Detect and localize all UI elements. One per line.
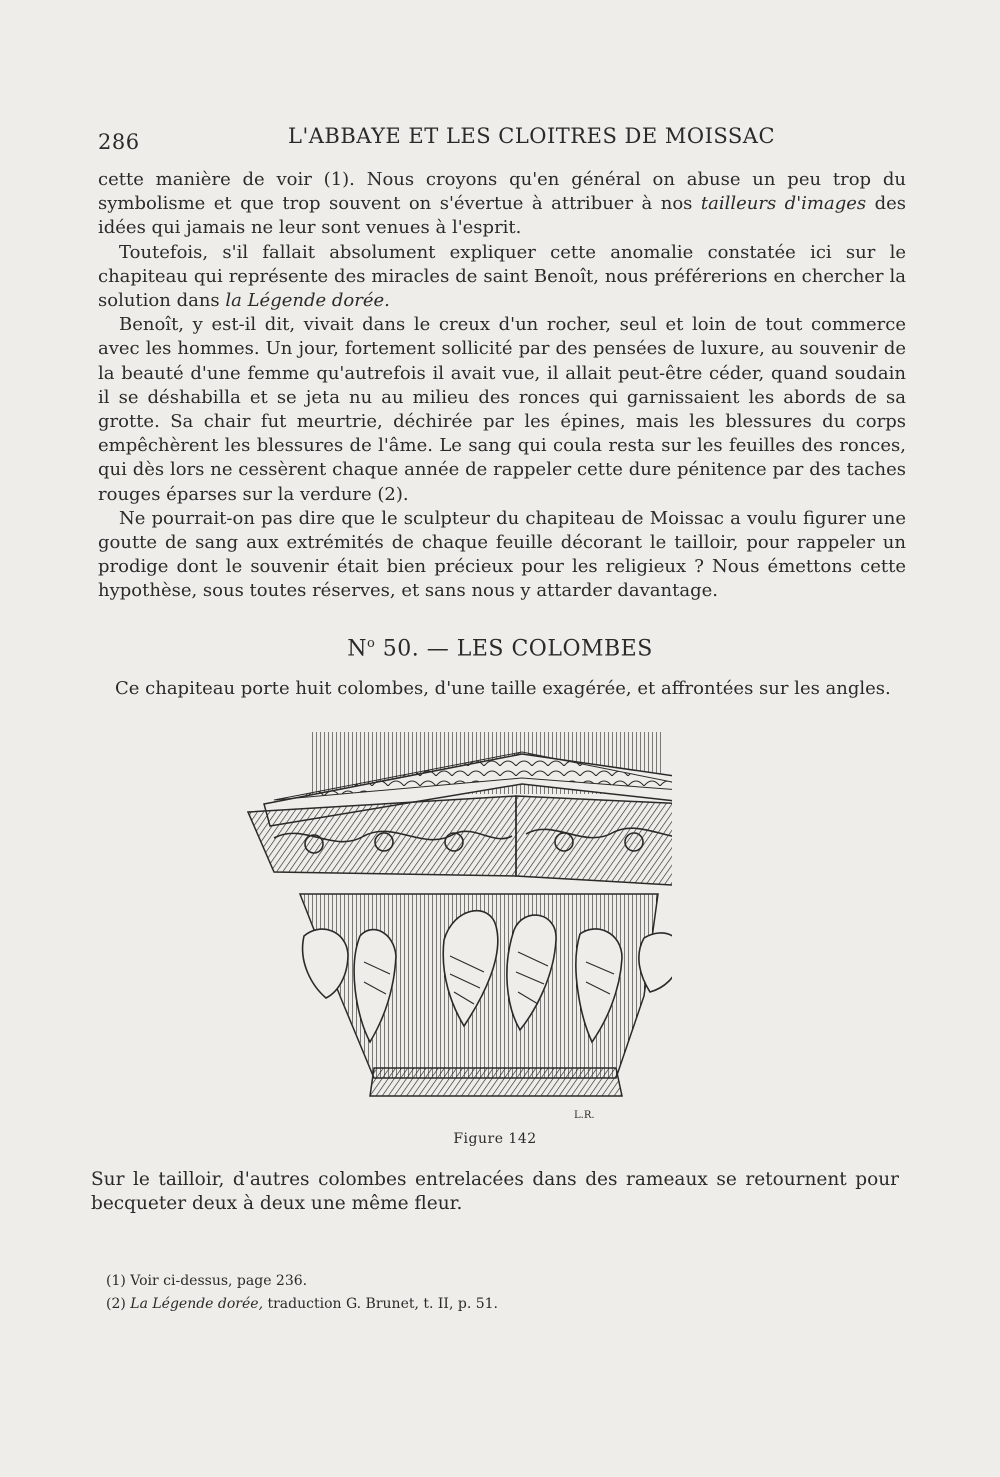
section-intro: Ce chapiteau porte huit colombes, d'une taille exagérée, et affrontées sur les angles. xyxy=(115,678,891,699)
section-number-sup: o xyxy=(366,636,376,651)
footnote-2-number: (2) xyxy=(106,1296,131,1312)
paragraph-4: Ne pourrait-on pas dire que le sculpteur du chapiteau de Moissac a voulu figurer une goutte de sang aux extrémités de chaque feuille décorant le tailloir, pour rappeler un prodige dont le souvenir était bien précieux pour les religieux ? Nous émettons cette hypothèse, sous toutes réserves, et sans nous y attarder davantage. xyxy=(98,507,906,602)
abacus-right-face xyxy=(516,796,672,888)
footnote-1: (1) Voir ci-dessus, page 236. xyxy=(106,1273,308,1289)
body-text xyxy=(98,168,906,604)
footnote-2-text: traduction G. Brunet, t. II, p. 51. xyxy=(263,1296,498,1312)
capital-astragal xyxy=(370,1068,622,1096)
paragraph-3: Benoît, y est-il dit, vivait dans le creux d'un rocher, seul et loin de tout commerce avec les hommes. Un jour, fortement sollicité par des pensées de luxure, au souvenir de la beauté d'une femme qu'autrefois il avait vue, il allait peut-être céder, quand soudain il se déshabilla et se jeta nu au milieu des ronces qui garnissaient les abords de sa grotte. Sa chair fut meurtrie, déchirée par les épines, mais les blessures du corps empêchèrent les blessures de l'âme. Le sang qui coula resta sur les feuilles des ronces, qui dès lors ne cessèrent chaque année de rappeler cette dure pénitence par des taches rouges éparses sur la verdure (2). xyxy=(98,314,906,505)
engraver-signature: L.R. xyxy=(574,1110,595,1121)
page-number: 286 xyxy=(98,130,140,154)
footnote-2-italic: La Légende dorée, xyxy=(130,1296,264,1312)
capital-illustration xyxy=(244,726,672,1126)
page-header xyxy=(98,124,910,158)
capital-engraving xyxy=(244,726,672,1126)
section-title xyxy=(0,636,1000,661)
running-title: L'ABBAYE ET LES CLOITRES DE MOISSAC xyxy=(288,124,776,148)
section-number-prefix: N xyxy=(347,636,367,662)
paragraph-2-italic: la Légende dorée. xyxy=(225,290,390,312)
footnotes xyxy=(106,1270,806,1316)
paragraph-1-text-a: cette manière de voir (1). Nous croyons qu'en général on abuse un peu trop du symbolisme et que trop souvent on s'évertue à attribuer à nos xyxy=(98,169,906,215)
paragraph-1 xyxy=(98,168,906,241)
footnote-2 xyxy=(106,1293,806,1316)
paragraph-1-italic: tailleurs d'images xyxy=(700,193,867,215)
section-title-text: 50. — LES COLOMBES xyxy=(375,636,653,662)
after-figure-paragraph: Sur le tailloir, d'autres colombes entrelacées dans des rameaux se retournent pour becqueter deux à deux une même fleur. xyxy=(91,1169,899,1214)
figure-caption: Figure 142 xyxy=(453,1131,537,1147)
paragraph-2 xyxy=(98,241,906,314)
paragraph-2-text: Toutefois, s'il fallait absolument expliquer cette anomalie constatée ici sur le chapiteau qui représente des miracles de saint Benoît, nous préférerions en chercher la solution dans xyxy=(98,241,906,312)
paragraph-1-text-b: des idées qui jamais ne leur sont venues à l'esprit. xyxy=(98,193,906,239)
